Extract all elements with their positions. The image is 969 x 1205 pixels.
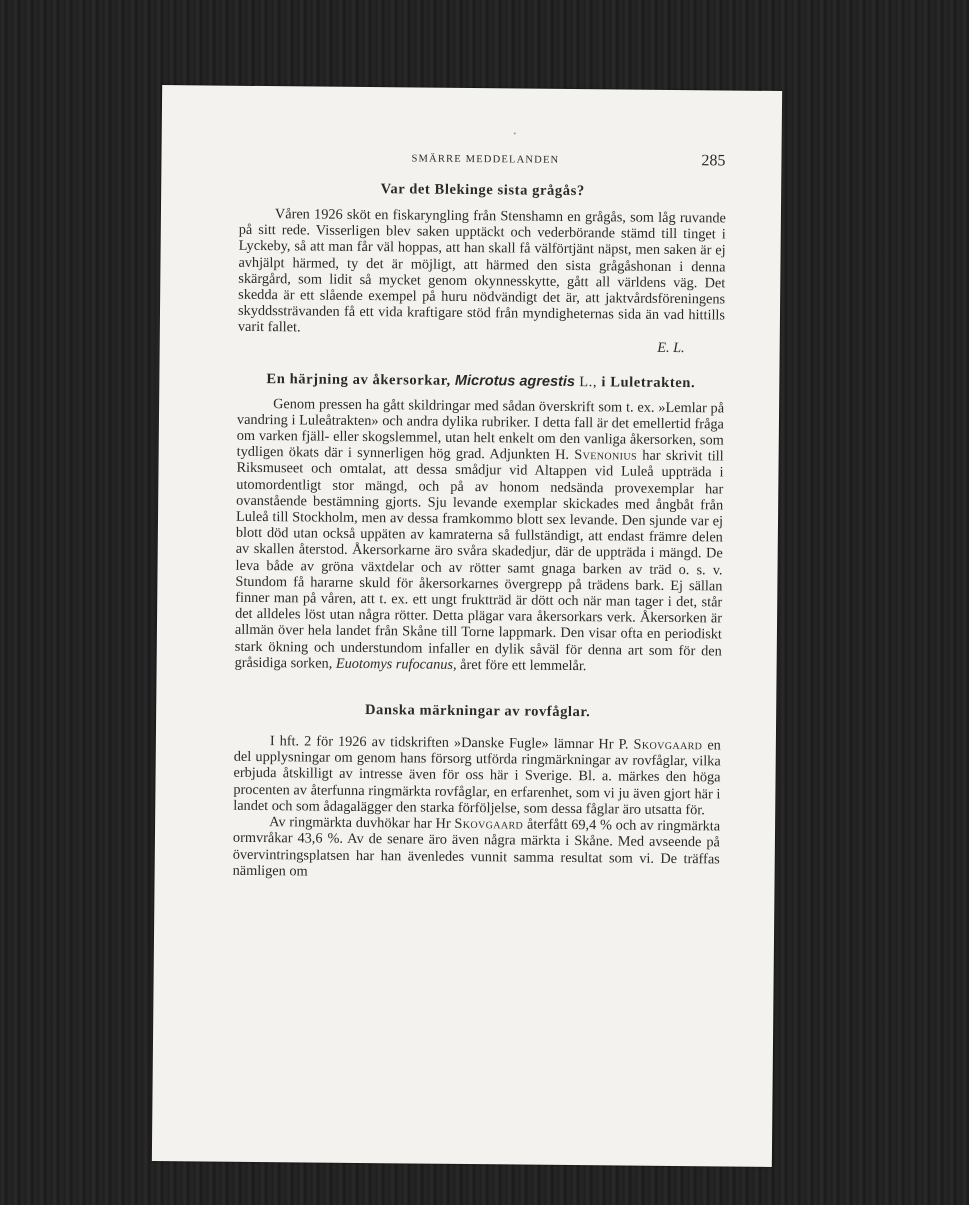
page-number: 285	[701, 152, 726, 170]
dust-speck	[514, 132, 516, 134]
paragraph-text: har skrivit till Riksmuseet och omtalat, att dessa smådjur vid Altappen vid Luleå uppträda i utomordentligt stor mängd, och på av honom nedsända provexemplar har ovanstående bestämning gjorts. Sju levande exemplar skickades med ångbåt från Luleå till Stockholm, men av dessa framkommo blott sex levande. Den sjunde var ej blott död utan också uppäten av kamraterna så fullständigt, att endast främre delen av skallen återstod. Åkersorkarne äro svåra skadedjur, där de uppträda i mängd. De leva både av gröna växtdelar och av rötter samt gnaga barken av träd o. s. v. Stundom få hararne skuld för åkersorkarnes övergrepp på trädens bark. Ej sällan finner man på våren, att t. ex. ett ungt fruktträd är dött och när man tager i det, står det alldeles löst utan några rötter. Detta plägar vara åkersorkars verk. Åkersorken är allmän över hela landet från Skåne till Torne lappmark. Den visar ofta en periodiskt stark ökning och understundom infaller en dylik såväl för denna art som för den gråsidiga sorken,	[234, 447, 724, 672]
article-title: Danska märkningar av rovfåglar.	[364, 702, 591, 721]
article-paragraph	[235, 395, 725, 675]
article-blekinge	[238, 178, 727, 357]
paragraph-text: I hft. 2 för 1926 av tidskriften »Danske Fugle» lämnar Hr P.	[269, 733, 629, 753]
article-paragraph	[233, 814, 721, 883]
person-name: Skovgaard	[633, 736, 703, 754]
article-title	[195, 368, 766, 393]
paragraph-text: återfått 69,4 % och av ringmärkta ormvråkar 43,6 %. Av de senare äro även några märkta i Skåne. Med avseende på övervintringsplatsen har han ävenledes vunnit samma resultat som vi. De träffas nämligen om	[232, 816, 721, 880]
article-danska	[233, 699, 722, 883]
author-abbreviation: L.,	[579, 373, 598, 390]
title-text: i Luletrakten.	[601, 373, 696, 391]
article-akersorkar	[235, 368, 725, 675]
page-content	[233, 178, 727, 884]
person-name: Svenonius	[574, 447, 638, 464]
article-paragraph: Våren 1926 sköt en fiskaryngling från Stenshamn en grågås, som låg ruvande på sitt rede. Visserligen blev saken upptäckt och vederbörande stämd till tinget i Lyckeby, så att man får väl hoppas, att han skall få välförtjänt näpst, men saken är ej avhjälpt härmed, ty det är möjligt, att härmed den sista grågåshonan i denna skärgård, som lidit så mycket genom okynnesskytte, gått all världens väg. Det skedda är ett slående exempel på huru nödvändigt det är, att jaktvårdsföreningens skyddssträvanden få ett vida kraftigare stöd från myndigheternas sida än vad hittills varit fallet.	[237, 206, 727, 336]
paragraph-text: en del upplysningar om genom hans försorg utförda ringmärkningar av rovfåglar, vilka erbjuda åtskilligt av intresse även för oss här i Sverige. Bl. a. märkes den höga procenten av återfunna ringmärkta rovfåglar, en erfarenhet, som vi ju även gjort här i landet och som ådagalägger den starka förföljelse, som dessa fåglar äro utsatta för.	[233, 737, 721, 819]
paragraph-text: Genom pressen ha gått skildringar med sådan överskrift som t. ex. »Lemlar på vandring i Luleåtrakten» och andra dylika rubriker. I detta fall är det emellertid fråga om varken fjäll- eller skogslemmel, utan helt enkelt om den vanliga åkersorken, som tydligen ökats där i synnerligen hög grad. Adjunkten H.	[236, 395, 725, 464]
paragraph-text: året före ett lemmelår.	[460, 656, 587, 675]
article-paragraph	[233, 733, 721, 819]
scientific-name: Microtus agrestis	[454, 372, 576, 390]
running-head-title: SMÄRRE MEDDELANDEN	[411, 153, 560, 166]
book-page	[152, 85, 782, 1167]
paragraph-text: Av ringmärkta duvhökar har Hr	[269, 814, 451, 832]
running-head	[161, 147, 781, 177]
person-name: Skovgaard	[454, 815, 524, 833]
scientific-name: Euotomys rufocanus,	[335, 655, 457, 673]
author-signature: E. L.	[657, 339, 685, 356]
title-text: En härjning av åkersorkar,	[266, 370, 451, 389]
article-title: Var det Blekinge sista grågås?	[380, 181, 585, 200]
